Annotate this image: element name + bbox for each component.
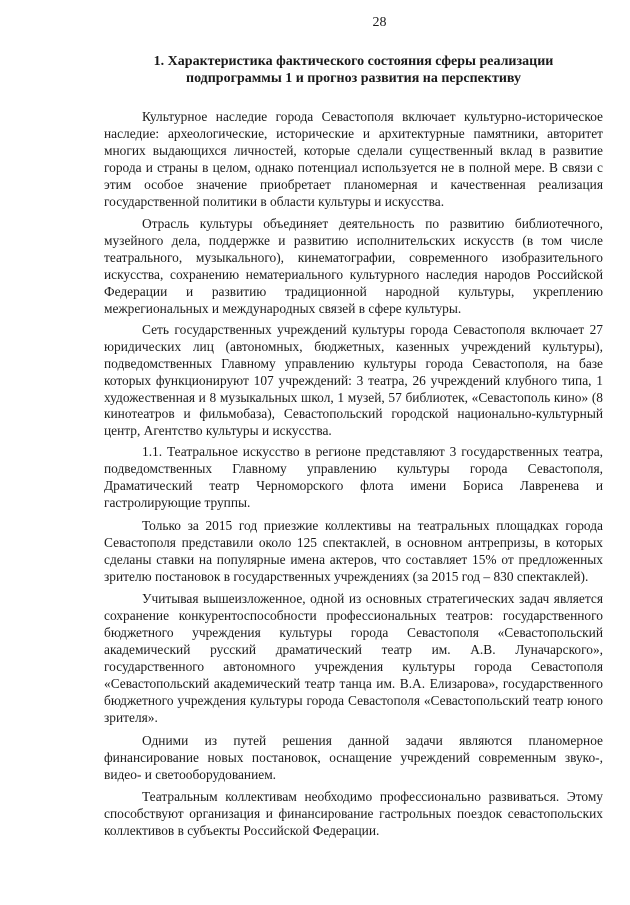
paragraph-touring: Театральным коллективам необходимо профессионально развиваться. Этому способствуют организация и финансирование гастрольных поездок севастопольских коллективов в субъекты Российской Федерации. — [104, 789, 603, 839]
section-heading — [104, 53, 603, 87]
paragraph-solution-ways: Одними из путей решения данной задачи являются планомерное финансирование новых постановок, оснащение учреждений современным звуко-, видео- и светооборудованием. — [104, 732, 603, 782]
paragraph-culture-sector: Отрасль культуры объединяет деятельность по развитию библиотечного, музейного дела, поддержке и развитию исполнительских искусств (в том числе театрального, музыкального), кинематографии, современного изобразительного искусства, сохранению нематериального культурного наследия народов Российской Федерации и развитию традиционной народной культуры, укреплению межрегиональных и международных связей в сфере культуры. — [104, 216, 603, 316]
body-text — [104, 109, 603, 840]
page-number: 28 — [372, 15, 387, 30]
paragraph-theatre-art: 1.1. Театральное искусство в регионе представляют 3 государственных театра, подведомственных Главному управлению культуры города Севастополя, Драматический театр Черноморского флота имени Бориса Лавренева и гастролирующие труппы. — [104, 444, 603, 510]
paragraph-cultural-heritage: Культурное наследие города Севастополя включает культурно-историческое наследие: археологические, исторические и архитектурные памятники, авторитет многих выдающихся личностей, которые сделали существенный вклад в развитие города и страны в целом, однако потенциал используется не в полной мере. В связи с этим особое значение приобретает планомерная и качественная реализация государственной политики в области культуры и искусства. — [104, 109, 603, 209]
paragraph-visiting-troupes: Только за 2015 год приезжие коллективы на театральных площадках города Севастополя представили около 125 спектаклей, в основном антрепризы, в которых сделаны ставки на популярные имена актеров, что составляет 15% от предложенных зрителю постановок в государственных учреждениях (за 2015 год – 830 спектаклей). — [104, 517, 603, 584]
section-heading-line-1: 1. Характеристика фактического состояния сферы реализации — [153, 54, 554, 69]
paragraph-strategic-tasks: Учитывая вышеизложенное, одной из основных стратегических задач является сохранение конкурентоспособности профессиональных театров: государственного бюджетного учреждения культуры города Севастополя «Севастопольский академический русский драматический театр им. А.В. Луначарского», государственного автономного учреждения культуры города Севастополя «Севастопольский академический театр танца им. В.А. Елизарова», государственного бюджетного учреждения культуры города Севастополя «Севастопольский театр юного зрителя». — [104, 591, 603, 725]
section-heading-line-2: подпрограммы 1 и прогноз развития на перспективу — [186, 71, 521, 86]
paragraph-institutions-network: Сеть государственных учреждений культуры города Севастополя включает 27 юридических лиц (автономных, бюджетных, казенных учреждений культуры), подведомственных Главному управлению культуры города Севастополя, на базе которых функционируют 107 учреждений: 3 театра, 26 учреждений клубного типа, 1 художественная и 8 музыкальных школ, 1 музей, 57 библиотек, «Севастополь кино» (8 кинотеатров и фильмобаза), Севастопольский городской национально-культурный центр, Агентство культуры и искусства. — [104, 321, 603, 439]
